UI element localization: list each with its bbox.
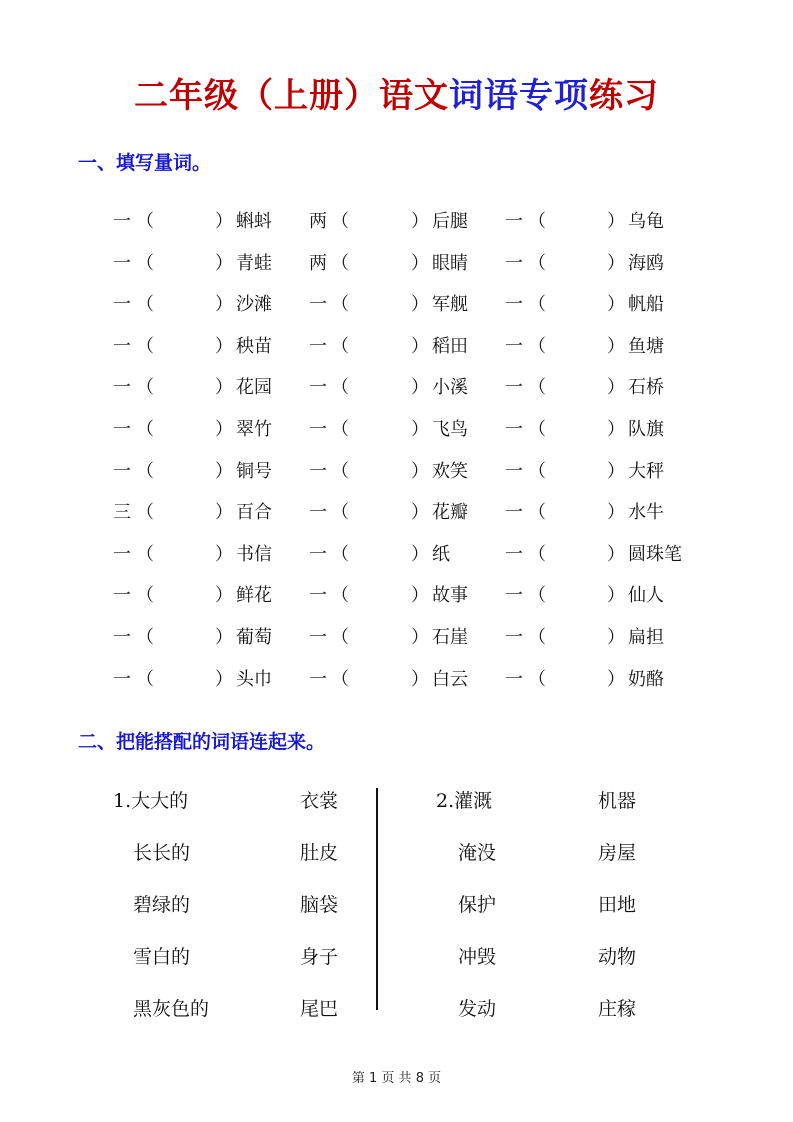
noun-word: 头巾 [236,668,272,690]
page-title [0,68,793,117]
blank-open-paren: （ [528,502,546,524]
blank-open-paren: （ [331,419,349,440]
match-left-item: 淹没 [458,842,497,864]
noun-word: 军舰 [432,294,468,316]
noun-word: 海鸥 [628,252,664,274]
noun-word: 青蛙 [236,252,272,274]
match-right-item: 动物 [598,946,637,968]
number-word: 一 [505,543,523,565]
match-left-item: 1.大大的 [113,790,189,812]
title-part-1: 二年级（上册）语文 [134,76,449,116]
blank-close-paren: ） [215,377,233,399]
blank-open-paren: （ [528,377,546,399]
blank-close-paren: ） [411,668,429,690]
blank-open-paren: （ [136,585,154,607]
blank-open-paren: （ [136,543,154,565]
match-right-item: 田地 [598,894,637,916]
number-word: 一 [113,294,131,316]
noun-word: 奶酪 [628,668,664,690]
blank-close-paren: ） [411,335,429,357]
number-word: 一 [113,419,131,440]
noun-word: 书信 [236,543,272,565]
match-right-item: 肚皮 [300,842,339,864]
page-footer: 第 1 页 共 8 页 [351,1071,442,1086]
blank-close-paren: ） [411,252,429,274]
blank-open-paren: （ [331,668,349,690]
blank-open-paren: （ [528,335,546,357]
blank-close-paren: ） [607,543,625,565]
noun-word: 乌龟 [628,211,664,232]
noun-word: 蝌蚪 [236,211,272,232]
match-left-item: 发动 [458,998,497,1020]
noun-word: 后腿 [432,211,468,232]
blank-open-paren: （ [136,294,154,316]
number-word: 一 [505,502,523,524]
number-word: 一 [505,585,523,607]
noun-word: 仙人 [628,585,664,607]
blank-open-paren: （ [136,419,154,440]
blank-close-paren: ） [607,627,625,648]
noun-word: 葡萄 [236,627,272,648]
noun-word: 鱼塘 [628,335,664,357]
noun-word: 扁担 [628,627,664,648]
noun-word: 帆船 [628,294,664,316]
blank-open-paren: （ [331,294,349,316]
match-left-item: 2.灌溉 [436,790,493,812]
number-word: 一 [309,627,327,648]
blank-close-paren: ） [215,252,233,274]
blank-open-paren: （ [331,252,349,274]
blank-close-paren: ） [411,543,429,565]
blank-close-paren: ） [215,335,233,357]
blank-close-paren: ） [411,294,429,316]
blank-open-paren: （ [528,543,546,565]
blank-close-paren: ） [215,502,233,524]
number-word: 一 [505,377,523,399]
match-right-item: 庄稼 [598,998,637,1020]
number-word: 一 [113,460,131,482]
noun-word: 飞鸟 [432,419,468,440]
blank-open-paren: （ [136,377,154,399]
noun-word: 铜号 [236,460,272,482]
blank-close-paren: ） [215,585,233,607]
noun-word: 圆珠笔 [628,543,682,565]
number-word: 一 [505,460,523,482]
noun-word: 小溪 [432,377,468,399]
number-word: 一 [505,294,523,316]
column-divider [376,788,378,1010]
number-word: 一 [113,627,131,648]
number-word: 两 [309,211,327,232]
match-right-item: 房屋 [598,842,637,864]
number-word: 一 [505,668,523,690]
match-left-item: 保护 [458,894,497,916]
match-right-item: 衣裳 [300,790,339,812]
blank-open-paren: （ [528,627,546,648]
number-word: 一 [309,585,327,607]
blank-close-paren: ） [215,460,233,482]
noun-word: 水牛 [628,502,664,524]
noun-word: 欢笑 [432,460,468,482]
match-left-item: 黑灰色的 [133,998,210,1020]
number-word: 一 [309,294,327,316]
blank-open-paren: （ [331,627,349,648]
match-right-item: 机器 [598,790,637,812]
blank-close-paren: ） [607,502,625,524]
blank-close-paren: ） [607,252,625,274]
blank-close-paren: ） [215,668,233,690]
match-left-item: 长长的 [133,842,191,864]
blank-close-paren: ） [411,377,429,399]
blank-close-paren: ） [607,668,625,690]
blank-close-paren: ） [607,335,625,357]
noun-word: 花园 [236,377,272,399]
blank-open-paren: （ [331,335,349,357]
noun-word: 秧苗 [236,335,272,357]
number-word: 一 [113,585,131,607]
blank-open-paren: （ [528,211,546,232]
blank-open-paren: （ [528,294,546,316]
number-word: 两 [309,252,327,274]
number-word: 一 [505,627,523,648]
blank-close-paren: ） [607,377,625,399]
number-word: 一 [309,335,327,357]
blank-open-paren: （ [136,502,154,524]
number-word: 一 [309,460,327,482]
blank-open-paren: （ [528,585,546,607]
noun-word: 稻田 [432,335,468,357]
match-left-item: 雪白的 [133,946,191,968]
blank-close-paren: ） [411,502,429,524]
number-word: 一 [505,335,523,357]
blank-open-paren: （ [136,627,154,648]
noun-word: 百合 [236,502,272,524]
blank-open-paren: （ [331,502,349,524]
blank-close-paren: ） [215,627,233,648]
blank-open-paren: （ [331,543,349,565]
blank-close-paren: ） [607,419,625,440]
number-word: 一 [505,252,523,274]
blank-close-paren: ） [607,585,625,607]
noun-word: 队旗 [628,419,664,440]
blank-open-paren: （ [528,460,546,482]
noun-word: 故事 [432,585,468,607]
blank-open-paren: （ [528,668,546,690]
number-word: 一 [505,419,523,440]
blank-close-paren: ） [411,585,429,607]
blank-close-paren: ） [607,460,625,482]
noun-word: 花瓣 [432,502,468,524]
blank-open-paren: （ [136,252,154,274]
blank-close-paren: ） [411,419,429,440]
section-2-heading: 二、把能搭配的词语连起来。 [78,731,326,753]
blank-close-paren: ） [215,419,233,440]
blank-close-paren: ） [607,211,625,232]
title-part-2: 词语专项 [449,76,589,116]
blank-close-paren: ） [411,627,429,648]
noun-word: 鲜花 [236,585,272,607]
noun-word: 沙滩 [236,294,272,316]
blank-open-paren: （ [136,211,154,232]
blank-close-paren: ） [411,460,429,482]
match-right-item: 脑袋 [300,894,339,916]
noun-word: 纸 [432,543,450,565]
title-part-3: 练习 [589,76,659,116]
blank-open-paren: （ [528,419,546,440]
section-1-heading: 一、填写量词。 [78,152,212,174]
number-word: 一 [113,211,131,232]
number-word: 一 [309,668,327,690]
number-word: 一 [309,502,327,524]
number-word: 三 [113,502,131,524]
blank-open-paren: （ [136,668,154,690]
number-word: 一 [309,419,327,440]
match-right-item: 身子 [300,946,339,968]
noun-word: 翠竹 [236,419,272,440]
number-word: 一 [309,543,327,565]
number-word: 一 [113,668,131,690]
blank-open-paren: （ [331,377,349,399]
match-left-item: 冲毁 [458,946,497,968]
number-word: 一 [113,377,131,399]
noun-word: 石桥 [628,377,664,399]
blank-open-paren: （ [331,460,349,482]
blank-close-paren: ） [215,294,233,316]
number-word: 一 [505,211,523,232]
noun-word: 白云 [432,668,468,690]
number-word: 一 [309,377,327,399]
blank-close-paren: ） [607,294,625,316]
blank-close-paren: ） [411,211,429,232]
blank-open-paren: （ [331,211,349,232]
blank-close-paren: ） [215,211,233,232]
noun-word: 大秤 [628,460,664,482]
noun-word: 石崖 [432,627,468,648]
blank-close-paren: ） [215,543,233,565]
blank-open-paren: （ [136,335,154,357]
number-word: 一 [113,252,131,274]
number-word: 一 [113,543,131,565]
noun-word: 眼睛 [432,252,468,274]
number-word: 一 [113,335,131,357]
match-right-item: 尾巴 [300,998,339,1020]
blank-open-paren: （ [331,585,349,607]
match-left-item: 碧绿的 [133,894,191,916]
blank-open-paren: （ [528,252,546,274]
blank-open-paren: （ [136,460,154,482]
